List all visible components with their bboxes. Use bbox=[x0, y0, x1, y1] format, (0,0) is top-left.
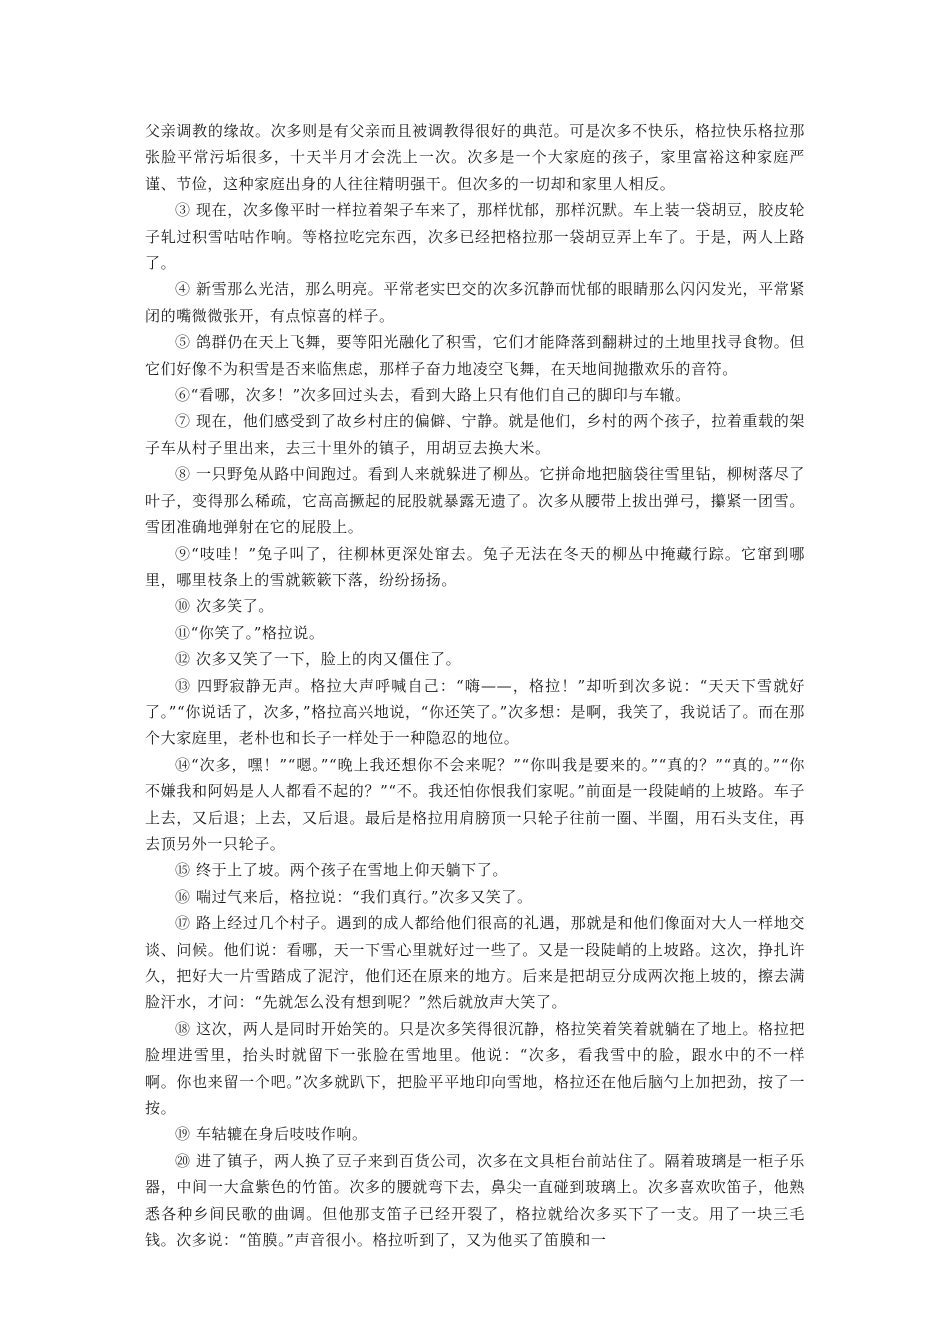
paragraph-7: ⑦ 现在，他们感受到了故乡村庄的偏僻、宁静。就是他们，乡村的两个孩子，拉着重载的架子车从村子里出来，去三十里外的镇子，用胡豆去换大米。 bbox=[145, 412, 805, 457]
paragraph-19: ⑲ 车轱辘在身后吱吱作响。 bbox=[175, 1125, 368, 1144]
paragraph-3: ③ 现在，次多像平时一样拉着架子车来了，那样忧郁，那样沉默。车上装一袋胡豆，胶皮轮子轧过积雪咕咕作响。等格拉吃完东西，次多已经把格拉那一袋胡豆弄上车了。于是，两人上路了。 bbox=[145, 201, 805, 273]
document-page bbox=[145, 118, 805, 1253]
paragraph-continued: 父亲调教的缘故。次多则是有父亲而且被调教得很好的典范。可是次多不快乐，格拉快乐格拉那张脸平常污垢很多，十天半月才会洗上一次。次多是一个大家庭的孩子，家里富裕这种家庭严谨、节俭，这种家庭出身的人往往精明强干。但次多的一切却和家里人相反。 bbox=[145, 122, 805, 193]
paragraph-9: ⑨“吱哇！”兔子叫了，往柳林更深处窜去。兔子无法在冬天的柳丛中掩藏行踪。它窜到哪里，哪里枝条上的雪就簌簌下落，纷纷扬扬。 bbox=[145, 544, 805, 589]
paragraph-13: ⑬ 四野寂静无声。格拉大声呼喊自己：“嗨——，格拉！”却听到次多说：“天天下雪就好了。”“你说话了，次多，”格拉高兴地说，“你还笑了。”次多想：是啊，我笑了，我说话了。而在那个大家庭里，老朴也和长子一样处于一种隐忍的地位。 bbox=[145, 676, 805, 748]
paragraph-12: ⑫ 次多又笑了一下，脸上的肉又僵住了。 bbox=[175, 650, 462, 669]
paragraph-6: ⑥“看哪，次多！”次多回过头去，看到大路上只有他们自己的脚印与车辙。 bbox=[175, 386, 691, 405]
paragraph-5: ⑤ 鸽群仍在天上飞舞，要等阳光融化了积雪，它们才能降落到翻耕过的土地里找寻食物。但它们好像不为积雪是否来临焦虑，那样子奋力地凌空飞舞，在天地间抛撒欢乐的音符。 bbox=[145, 333, 805, 378]
paragraph-17: ⑰ 路上经过几个村子。遇到的成人都给他们很高的礼遇，那就是和他们像面对大人一样地交谈、问候。他们说：看哪，天一下雪心里就好过一些了。又是一段陡峭的上坡路。这次，挣扎许久，把好大一片雪踏成了泥泞，他们还在原来的地方。后来是把胡豆分成两次拖上坡的，擦去满脸汗水，才问：“先就怎么没有想到呢？”然后就放声大笑了。 bbox=[145, 914, 805, 1012]
paragraph-18: ⑱ 这次，两人是同时开始笑的。只是次多笑得很沉静，格拉笑着笑着就躺在了地上。格拉把脸埋进雪里，抬头时就留下一张脸在雪地里。他说：“次多，看我雪中的脸，跟水中的不一样啊。你也来留一个吧。”次多就趴下，把脸平平地印向雪地，格拉还在他后脑勺上加把劲，按了一按。 bbox=[145, 1019, 805, 1118]
paragraph-4: ④ 新雪那么光洁，那么明亮。平常老实巴交的次多沉静而忧郁的眼睛那么闪闪发光，平常紧闭的嘴微微张开，有点惊喜的样子。 bbox=[145, 280, 805, 325]
paragraph-15: ⑮ 终于上了坡。两个孩子在雪地上仰天躺下了。 bbox=[175, 861, 508, 880]
paragraph-16: ⑯ 喘过气来后，格拉说：“我们真行。”次多又笑了。 bbox=[175, 887, 533, 906]
paragraph-10: ⑩ 次多笑了。 bbox=[175, 597, 274, 616]
paragraph-20: ⑳ 进了镇子，两人换了豆子来到百货公司，次多在文具柜台前站住了。隔着玻璃是一柜子乐器，中间一大盒紫色的竹笛。次多的腰就弯下去，鼻尖一直碰到玻璃上。次多喜欢吹笛子，他熟悉各种乡间民歌的曲调。但他那支笛子已经开裂了，格拉就给次多买下了一支。用了一块三毛钱。次多说：“笛膜。”声音很小。格拉听到了，又为他买了笛膜和一 bbox=[145, 1151, 805, 1250]
paragraph-14: ⑭“次多，嘿！”“嗯。”“晚上我还想你不会来呢？”“你叫我是要来的。”“真的？”“真的。”“你不嫌我和阿妈是人人都看不起的？”“不。我还怕你恨我们家呢。”前面是一段陡峭的上坡路。车子上去，又后退；上去，又后退。最后是格拉用肩膀顶一只轮子往前一圈、半圈，用石头支住，再去顶另外一只轮子。 bbox=[145, 755, 805, 853]
paragraph-11: ⑪“你笑了。”格拉说。 bbox=[175, 623, 325, 642]
paragraph-8: ⑧ 一只野兔从路中间跑过。看到人来就躲进了柳丛。它拼命地把脑袋往雪里钻，柳树落尽了叶子，变得那么稀疏，它高高撅起的屁股就暴露无遗了。次多从腰带上拔出弹弓，攥紧一团雪。雪团准确地弹射在它的屁股上。 bbox=[145, 465, 805, 537]
